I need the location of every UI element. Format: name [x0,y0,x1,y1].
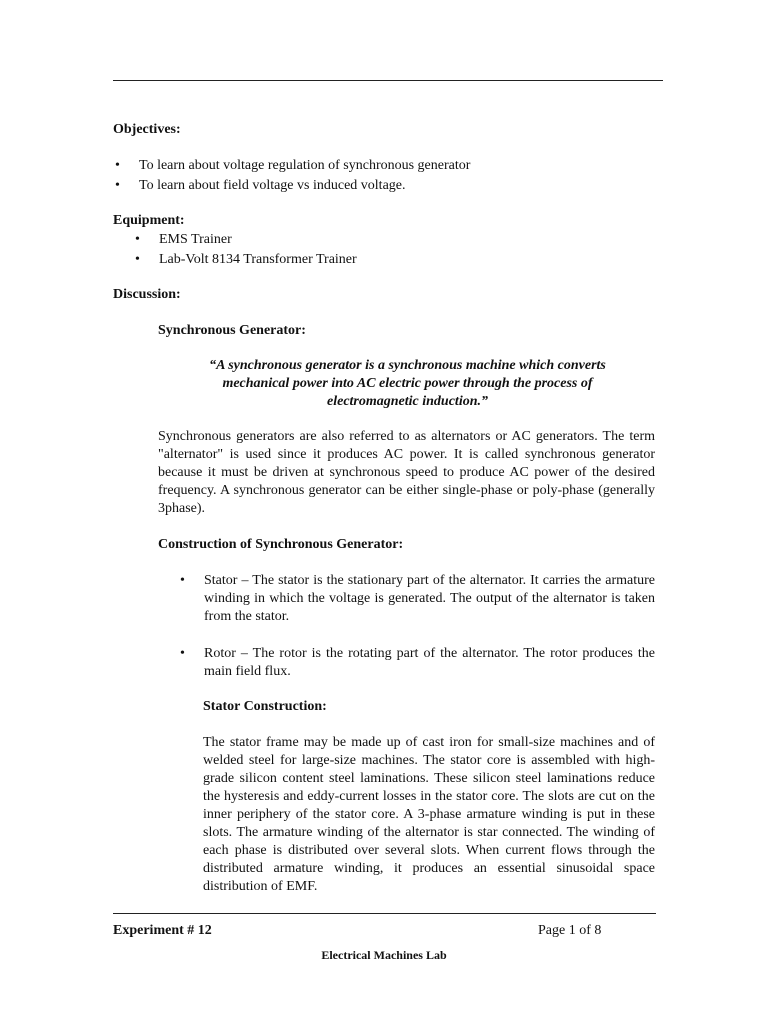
equipment-heading: Equipment: [113,213,185,228]
equipment-list [133,231,633,269]
stator-paragraph: The stator frame may be made up of cast iron for small-size machines and of welded steel for large-size machines. The stator core is assembled with high-grade silicon content steel laminations. These silicon steel laminations reduce the hysteresis and eddy-current losses in the stator core. The slots are cut on the inner periphery of the stator core. A 3-phase armature winding is put in these slots. The armature winding of the alternator is star connected. The winding of each phase is distributed over several slots. When current flows through the distributed armature winding, it produces an essential sinusoidal space distribution of EMF. [203,735,655,894]
list-item: • Rotor – The rotor is the rotating part of the alternator. The rotor produces the main field flux. [178,645,655,681]
list-item: • Lab-Volt 8134 Transformer Trainer [133,251,633,269]
construction-heading: Construction of Synchronous Generator: [158,537,404,552]
objectives-list [113,157,663,195]
list-item: • To learn about field voltage vs induced voltage. [113,177,663,195]
intro-paragraph: Synchronous generators are also referred to as alternators or AC generators. The term "alternator" is used since it produces AC power. It is called synchronous generator because it must be driven at synchronous speed to produce AC power of the desired frequency. A synchronous generator can be either single-phase or poly-phase (generally 3phase). [158,429,655,516]
list-item: • EMS Trainer [133,231,633,249]
definition-quote: “A synchronous generator is a synchronous machine which converts mechanical power into AC electric power through the process of electromagnetic induction.” [209,358,606,409]
construction-list [178,572,655,681]
list-item: • To learn about voltage regulation of synchronous generator [113,157,663,175]
header-rule [113,80,663,81]
page-number: Page 1 of 8 [538,923,602,938]
experiment-number: Experiment # 12 [113,923,212,938]
footer-rule [113,913,656,914]
objectives-heading: Objectives: [113,122,181,137]
discussion-heading: Discussion: [113,287,181,302]
synchronous-generator-subheading: Synchronous Generator: [158,323,306,338]
stator-construction-heading: Stator Construction: [203,699,327,714]
lab-name: Electrical Machines Lab [321,948,447,962]
list-item: • Stator – The stator is the stationary part of the alternator. It carries the armature winding in which the voltage is generated. The output of the alternator is taken from the stator. [178,572,655,626]
